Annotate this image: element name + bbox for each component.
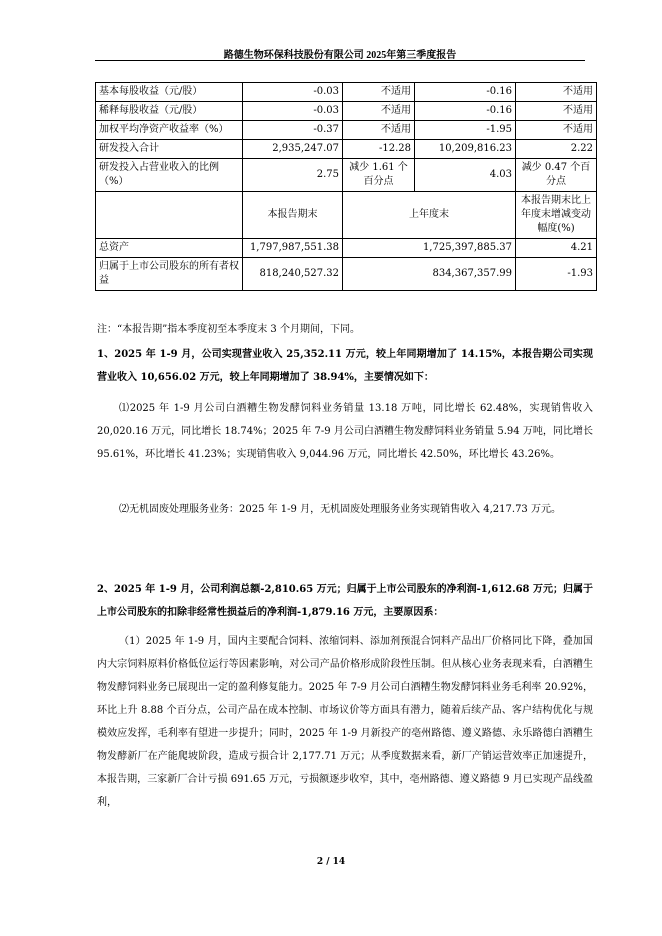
cell-prior-end: 834,367,357.99 bbox=[343, 258, 516, 291]
row-label: 研发投入合计 bbox=[96, 140, 243, 159]
table-row bbox=[96, 121, 597, 140]
row-label: 加权平均净资产收益率（%） bbox=[96, 121, 243, 140]
row-label: 总资产 bbox=[96, 239, 243, 258]
subheader-blank bbox=[96, 192, 243, 239]
table-row bbox=[96, 140, 597, 159]
cell-current-change: 不适用 bbox=[343, 102, 415, 121]
cell-change: -1.93 bbox=[516, 258, 597, 291]
cell-current-end: 818,240,527.32 bbox=[243, 258, 343, 291]
subheader-current-end: 本报告期末 bbox=[243, 192, 343, 239]
subheader-prior-end: 上年度末 bbox=[343, 192, 516, 239]
cell-current: 2.75 bbox=[243, 159, 343, 192]
cell-ytd: 10,209,816.23 bbox=[415, 140, 516, 159]
cell-change: 4.21 bbox=[516, 239, 597, 258]
cell-current-change: 不适用 bbox=[343, 121, 415, 140]
cell-ytd-change: 不适用 bbox=[516, 102, 597, 121]
table-row bbox=[96, 258, 597, 291]
page-number: 2 / 14 bbox=[316, 857, 346, 867]
cell-current-end: 1,797,987,551.38 bbox=[243, 239, 343, 258]
cell-ytd: -1.95 bbox=[415, 121, 516, 140]
row-label: 基本每股收益（元/股） bbox=[96, 83, 243, 102]
cell-current: -0.03 bbox=[243, 83, 343, 102]
table-footnote: 注：“本报告期”指本季度初至本季度末 3 个月期间，下同。 bbox=[97, 324, 360, 335]
cell-current-change: 不适用 bbox=[343, 83, 415, 102]
table-row bbox=[96, 239, 597, 258]
row-label: 归属于上市公司股东的所有者权益 bbox=[96, 258, 243, 291]
table-subheader-row bbox=[96, 192, 597, 239]
row-label: 稀释每股收益（元/股） bbox=[96, 102, 243, 121]
cell-ytd-change: 不适用 bbox=[516, 83, 597, 102]
cell-current-change: -12.28 bbox=[343, 140, 415, 159]
table-row bbox=[96, 102, 597, 121]
cell-current: -0.37 bbox=[243, 121, 343, 140]
section1-heading: 1、2025 年 1-9 月，公司实现营业收入 25,352.11 万元，较上年同期增加了 14.15%，本报告期公司实现营业收入 10,656.02 万元，较上年同期增加了 38.94%，主要情况如下： bbox=[97, 349, 593, 383]
section2-paragraph-1: （1）2025 年 1-9 月，国内主要配合饲料、浓缩饲料、添加剂预混合饲料产品出厂价格同比下降，叠加国内大宗饲料原料价格低位运行等因素影响，对公司产品价格形成阶段性压制。但从核心业务表现来看，白酒糟生物发酵饲料业务已展现出一定的盈利修复能力。2025 年 7-9 月公司白酒糟生物发酵饲料业务毛利率 20.92%，环比上升 8.88 个百分点，公司产品在成本控制、市场议价等方面具有潜力，随着后续产品、客户结构优化与规模效应发挥，毛利率有望进一步提升；同时，2025 年 1-9 月新投产的亳州路德、遵义路德、永乐路德白酒糟生物发酵新厂在产能爬坡阶段，造成亏损合计 2,177.71 万元；从季度数据来看，新厂产销运营效率正加速提升，本报告期，三家新厂合计亏损 691.65 万元，亏损额逐步收窄，其中，亳州路德、遵义路德 9 月已实现产品线盈利， bbox=[97, 636, 593, 808]
financial-indicators-table bbox=[95, 82, 597, 291]
subheader-change: 本报告期末比上年度末增减变动幅度(%) bbox=[516, 192, 597, 239]
table-row bbox=[96, 159, 597, 192]
section1-paragraph-2: ⑵无机固废处理服务业务：2025 年 1-9 月，无机固废处理服务业务实现销售收入 4,217.73 万元。 bbox=[119, 504, 561, 515]
header-divider bbox=[95, 60, 585, 61]
section1-paragraph-1: ⑴2025 年 1-9 月公司白酒糟生物发酵饲料业务销量 13.18 万吨，同比增长 62.48%，实现销售收入 20,020.16 万元，同比增长 18.74%；2025 年 7-9 月公司白酒糟生物发酵饲料业务销量 5.94 万吨，同比增长 95.61%，环比增长 41.23%；实现销售收入 9,044.96 万元，同比增长 42.50%，环比增长 43.26%。 bbox=[97, 403, 593, 460]
table-row bbox=[96, 83, 597, 102]
cell-ytd-change: 2.22 bbox=[516, 140, 597, 159]
cell-ytd: -0.16 bbox=[415, 102, 516, 121]
cell-current-change: 减少 1.61 个百分点 bbox=[343, 159, 415, 192]
cell-current: -0.03 bbox=[243, 102, 343, 121]
section2-heading: 2、2025 年 1-9 月，公司利润总额-2,810.65 万元；归属于上市公司股东的净利润-1,612.68 万元；归属于上市公司股东的扣除非经常性损益后的净利润-1,879.16 万元，主要原因系： bbox=[97, 584, 593, 618]
cell-ytd-change: 不适用 bbox=[516, 121, 597, 140]
cell-ytd-change: 减少 0.47 个百分点 bbox=[516, 159, 597, 192]
cell-ytd: 4.03 bbox=[415, 159, 516, 192]
cell-prior-end: 1,725,397,885.37 bbox=[343, 239, 516, 258]
cell-ytd: -0.16 bbox=[415, 83, 516, 102]
report-header-title: 路德生物环保科技股份有限公司 2025年第三季度报告 bbox=[223, 50, 457, 61]
row-label: 研发投入占营业收入的比例（%） bbox=[96, 159, 243, 192]
cell-current: 2,935,247.07 bbox=[243, 140, 343, 159]
